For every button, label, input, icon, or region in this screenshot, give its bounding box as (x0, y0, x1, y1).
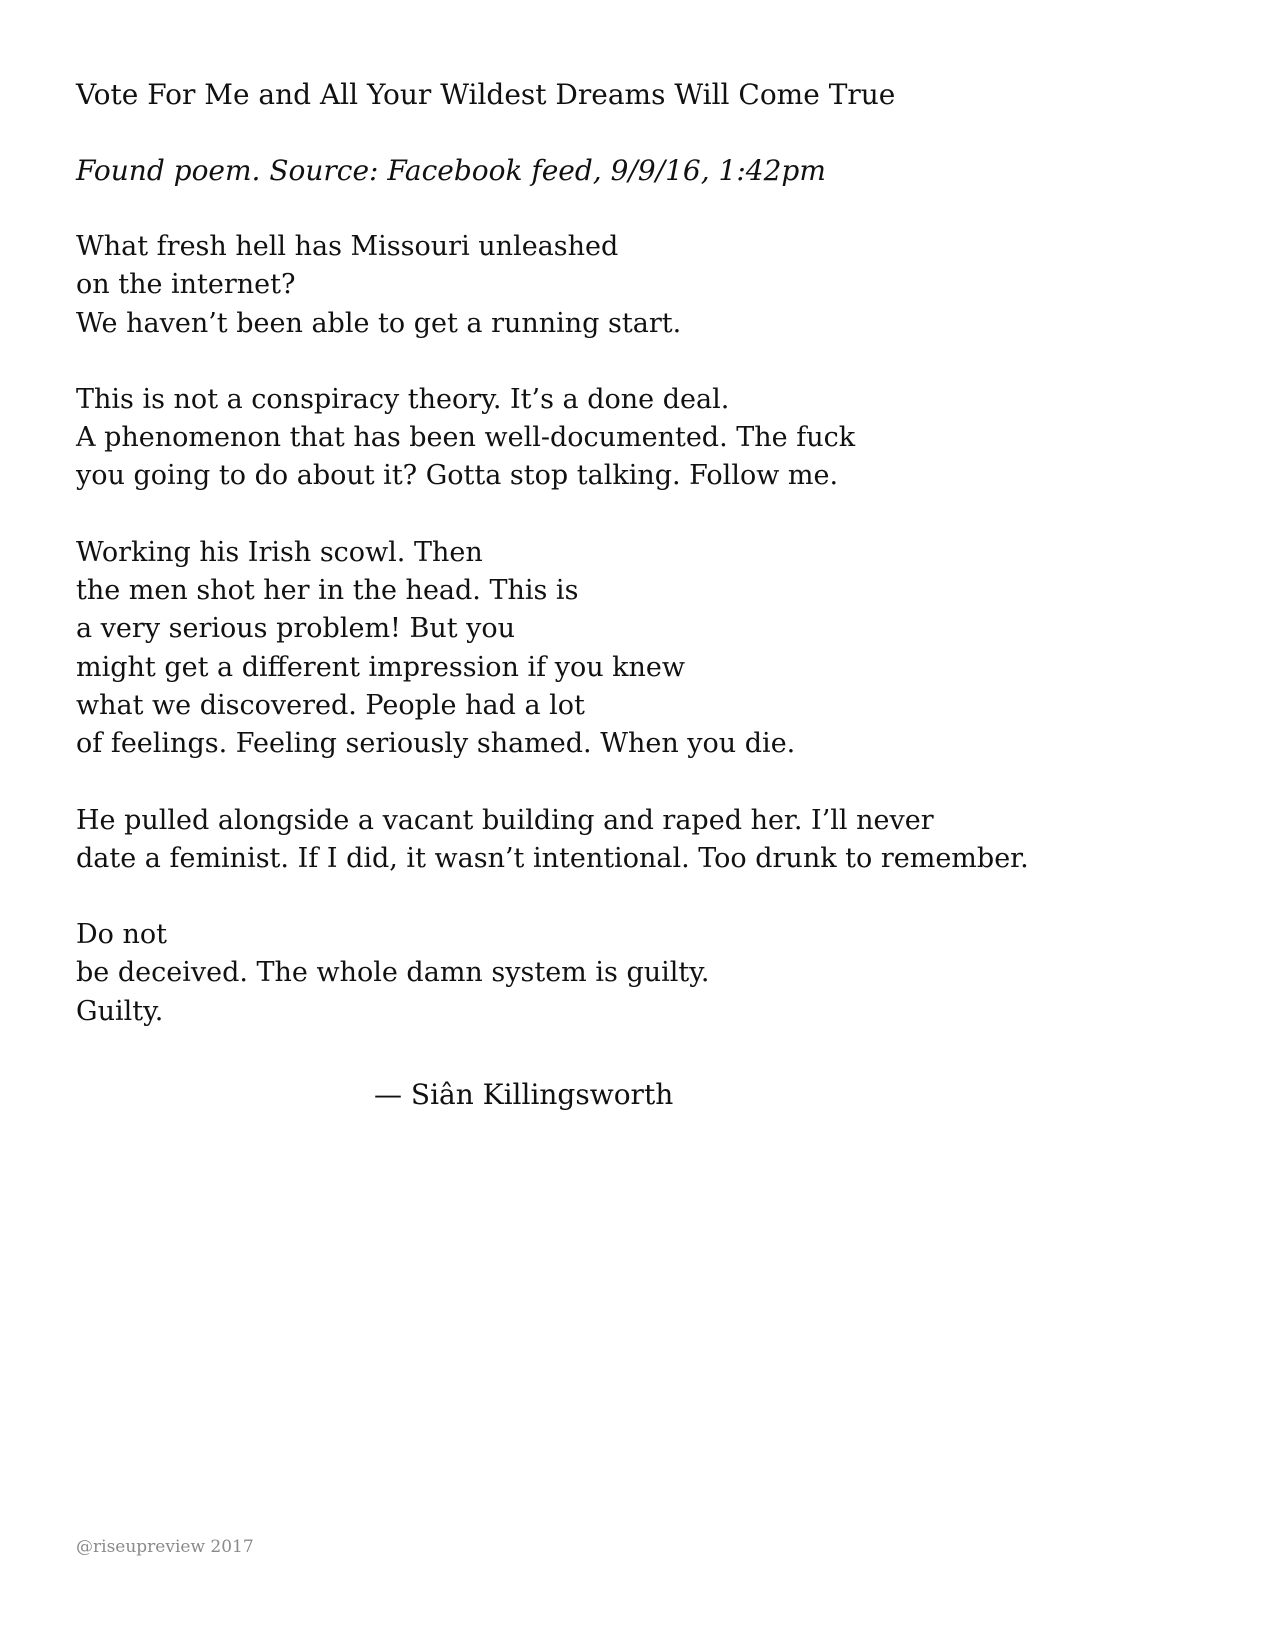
poem-line: He pulled alongside a vacant building and raped her. I’ll never (76, 804, 934, 836)
stanza-3 (76, 534, 1226, 764)
poem-line: be deceived. The whole damn system is guilty. (76, 957, 710, 989)
copyright-footer: @riseupreview 2017 (76, 1537, 254, 1557)
poem-line: This is not a conspiracy theory. It’s a done deal. (76, 383, 730, 415)
poem-line: what we discovered. People had a lot (76, 689, 585, 721)
poem-line: the men shot her in the head. This is (76, 575, 579, 607)
poem-title: Vote For Me and All Your Wildest Dreams Will Come True (76, 78, 896, 111)
poem-line: of feelings. Feeling seriously shamed. When you die. (76, 728, 796, 760)
stanza-1 (76, 228, 1226, 343)
poem-line: We haven’t been able to get a running start. (76, 307, 682, 339)
poem-line: on the internet? (76, 269, 296, 301)
stanza-4 (76, 802, 1226, 879)
poem-line: Working his Irish scowl. Then (76, 536, 483, 568)
stanza-5 (76, 916, 1226, 1031)
poem-line: might get a different impression if you knew (76, 651, 686, 683)
poem-line: you going to do about it? Gotta stop talking. Follow me. (76, 460, 839, 492)
poem-line: Guilty. (76, 995, 164, 1027)
poem-line: Do not (76, 919, 167, 951)
poem-body (76, 228, 1226, 1069)
poem-line: A phenomenon that has been well-documented. The fuck (76, 422, 856, 454)
poem-line: date a feminist. If I did, it wasn’t intentional. Too drunk to remember. (76, 842, 1029, 874)
poem-line: a very serious problem! But you (76, 613, 516, 645)
poem-subtitle: Found poem. Source: Facebook feed, 9/9/16, 1:42pm (76, 154, 826, 187)
poem-line: What fresh hell has Missouri unleashed (76, 231, 619, 262)
author-attribution: — Siân Killingsworth (374, 1078, 674, 1111)
stanza-2 (76, 381, 1226, 496)
